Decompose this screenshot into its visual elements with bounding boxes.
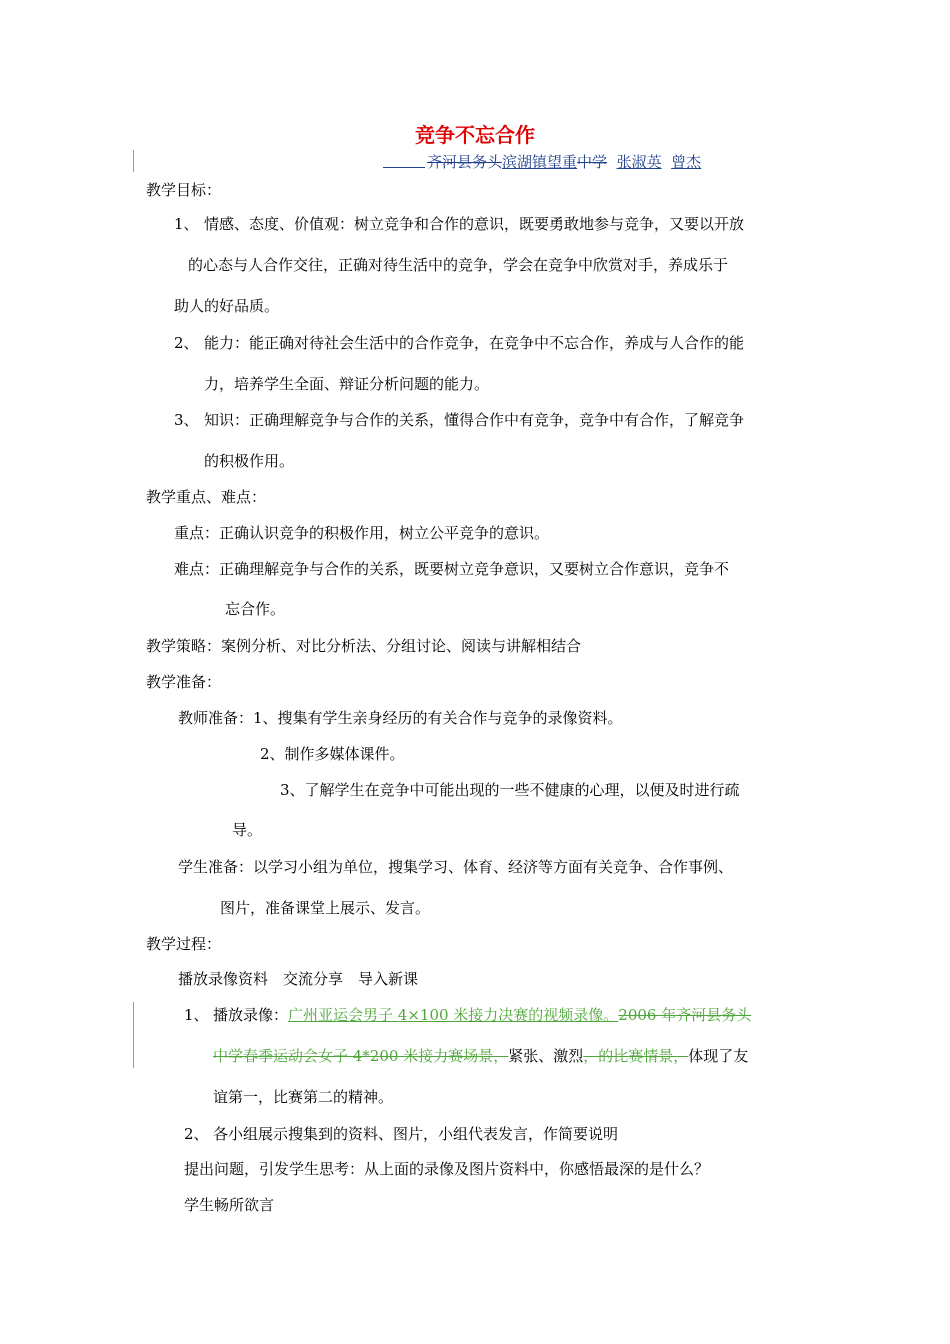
step-1-mid-text: 紧张、激烈 [508,1047,584,1065]
goal-3-line1: 知识：正确理解竞争与合作的关系，懂得合作中有竞争，竞争中有合作，了解竞争 [204,411,745,429]
goals-heading: 教学目标： [146,181,222,199]
goal-1-line1: 情感、态度、价值观：树立竞争和合作的意识，既要勇敢地参与竞争，又要以开放 [204,215,745,233]
change-bar-step1 [133,1002,134,1068]
teacher-prep-3-line2: 导。 [232,821,263,839]
goal-2-number: 2、 [174,334,199,352]
answer-text: 学生畅所欲言 [184,1196,275,1214]
focus-point: 重点：正确认识竞争的积极作用，树立公平竞争的意识。 [174,524,550,542]
step-1-deleted-text-2: 中学春季运动会女子 4*200 米接力赛场景， [213,1047,509,1065]
student-prep-line2: 图片，准备课堂上展示、发言。 [220,899,431,917]
author-line [427,152,701,172]
author-teacher1: 张淑英 [616,153,662,171]
author-school-deleted: 齐河县务头 [427,153,503,171]
goal-1-number: 1、 [174,215,199,233]
step-1-number: 1、 [184,1006,209,1024]
goal-3-number: 3、 [174,411,199,429]
step-1-deleted-text-1: 2006 年齐河县务头 [618,1006,752,1024]
key-points-heading: 教学重点、难点： [146,488,267,506]
question-text: 提出问题，引发学生思考：从上面的录像及图片资料中，你感悟最深的是什么？ [184,1160,710,1178]
goal-2-line2: 力，培养学生全面、辩证分析问题的能力。 [204,375,490,393]
strategy: 教学策略：案例分析、对比分析法、分组讨论、阅读与讲解相结合 [146,637,582,655]
change-bar-top [133,150,134,172]
step-1-label: 播放录像： [213,1006,289,1024]
step-1-line1 [213,1005,751,1025]
student-prep-line1: 学生准备：以学习小组为单位，搜集学习、体育、经济等方面有关竞争、合作事例、 [178,858,734,876]
process-intro: 播放录像资料 交流分享 导入新课 [178,970,419,988]
teacher-prep-3-line1: 3、了解学生在竞争中可能出现的一些不健康的心理，以便及时进行疏 [280,781,740,799]
goal-1-line3: 助人的好品质。 [174,297,280,315]
step-2-text: 各小组展示搜集到的资料、图片，小组代表发言，作简要说明 [213,1125,619,1143]
difficulty-line1: 难点：正确理解竞争与合作的关系，既要树立竞争意识，又要树立合作意识，竞争不 [174,560,730,578]
author-leader-line [383,167,425,168]
goal-3-line2: 的积极作用。 [204,452,295,470]
author-school: 滨湖镇望重 [502,153,578,171]
step-1-line3: 谊第一，比赛第二的精神。 [213,1088,394,1106]
process-heading: 教学过程： [146,935,222,953]
step-1-line2 [213,1046,748,1066]
preparation-heading: 教学准备： [146,673,222,691]
teacher-prep-2: 2、制作多媒体课件。 [260,745,405,763]
page-title: 竞争不忘合作 [415,123,535,147]
step-2-number: 2、 [184,1125,209,1143]
step-1-end-text: 体现了友 [688,1047,749,1065]
teacher-prep-1: 教师准备：1、搜集有学生亲身经历的有关合作与竞争的录像资料。 [178,709,623,727]
goal-2-line1: 能力：能正确对待社会生活中的合作竞争，在竞争中不忘合作，养成与人合作的能 [204,334,745,352]
author-suffix: 中学 [577,153,608,171]
step-1-inserted-text: 广州亚运会男子 4×100 米接力决赛的视频录像。 [288,1006,619,1024]
author-teacher2: 曾杰 [671,153,702,171]
difficulty-line2: 忘合作。 [225,600,286,618]
step-1-deleted-text-3: ，的比赛情景， [583,1047,689,1065]
goal-1-line2: 的心态与人合作交往，正确对待生活中的竞争，学会在竞争中欣赏对手，养成乐于 [188,256,729,274]
